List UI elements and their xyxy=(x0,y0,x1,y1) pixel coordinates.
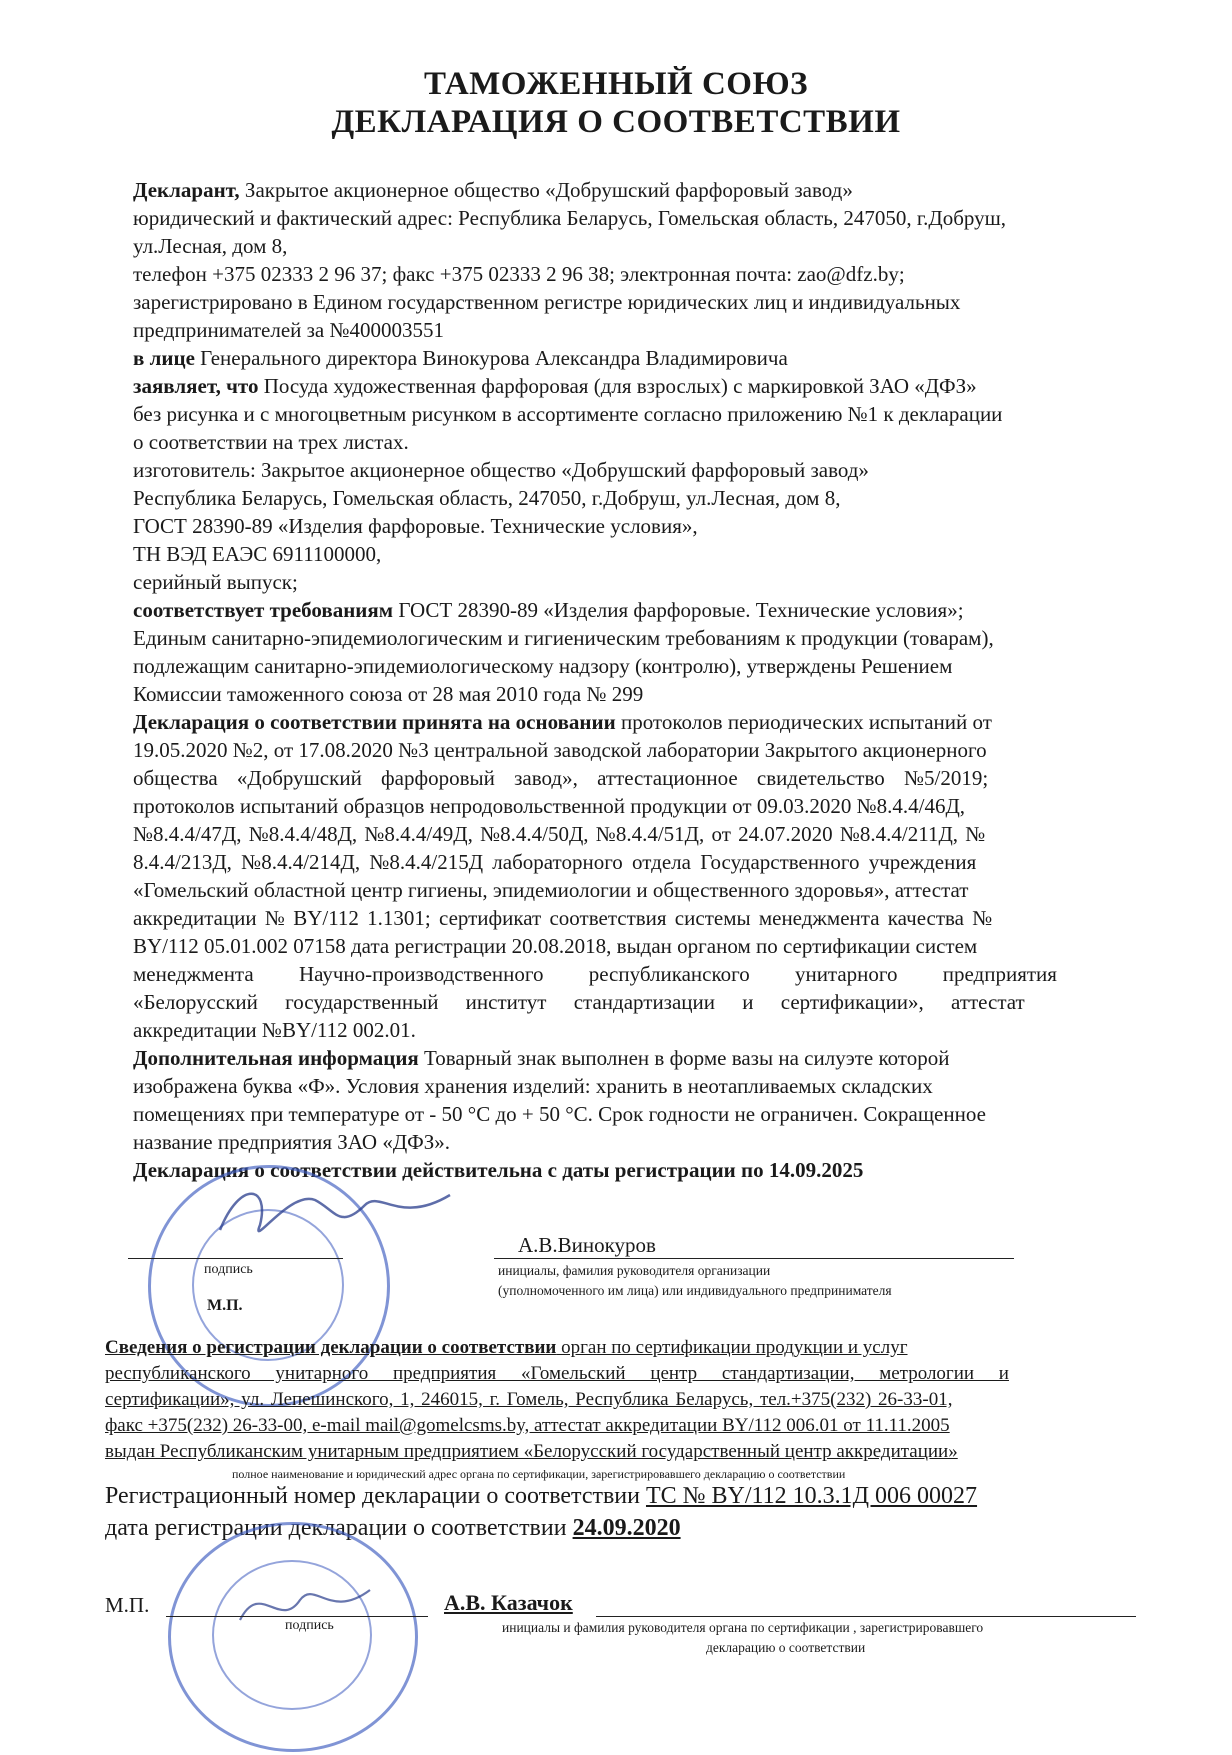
conformity-text-1: ГОСТ 28390-89 «Изделия фарфоровые. Технические условия»; xyxy=(393,598,964,622)
signature-line-1 xyxy=(128,1258,343,1259)
declarant-registration-2: предпринимателей за №400003551 xyxy=(133,318,445,342)
certification-head-name: А.В. Казачок xyxy=(444,1590,573,1615)
basis-line-6: 8.4.4/213Д, №8.4.4/214Д, №8.4.4/215Д лабораторного отдела Государственного учреждения xyxy=(133,850,977,874)
basis-line-2: 19.05.2020 №2, от 17.08.2020 №3 центральной заводской лаборатории Закрытого акционерного xyxy=(133,738,987,762)
declarant-label: Декларант, xyxy=(133,178,240,202)
statement-label: заявляет, что xyxy=(133,374,259,398)
basis-line-9: BY/112 05.01.002 07158 дата регистрации 20.08.2018, выдан органом по сертификации систем xyxy=(133,934,978,958)
basis-label: Декларация о соответствии принята на основании xyxy=(133,710,616,734)
document-title-line1: ТАМОЖЕННЫЙ СОЮЗ xyxy=(423,66,809,102)
manufacturer-line-1: изготовитель: Закрытое акционерное общество «Добрушский фарфоровый завод» xyxy=(133,458,869,482)
person-label: в лице xyxy=(133,346,195,370)
signature-label-1: подпись xyxy=(204,1262,253,1277)
declarant-name: Закрытое акционерное общество «Добрушский фарфоровый завод» xyxy=(239,178,853,202)
manufacturer-line-2: Республика Беларусь, Гомельская область, 247050, г.Добруш, ул.Лесная, дом 8, xyxy=(133,486,841,510)
statement-line-3: о соответствии на трех листах. xyxy=(133,430,409,454)
name-line-1 xyxy=(494,1258,1014,1259)
conformity-label: соответствует требованиям xyxy=(133,598,394,622)
basis-line-4: протоколов испытаний образцов непродовольственной продукции от 09.03.2020 №8.4.4/46Д, xyxy=(133,794,966,818)
seal-place-2: М.П. xyxy=(105,1593,150,1617)
registration-text-1: орган по сертификации продукции и услуг xyxy=(556,1337,908,1358)
conformity-line-3: подлежащим санитарно-эпидемиологическому надзору (контролю), утверждены Решением xyxy=(133,654,953,678)
registration-line-5: выдан Республиканским унитарным предприятием «Белорусский государственный центр аккредитации» xyxy=(105,1441,958,1462)
registration-date-line xyxy=(105,1515,681,1542)
declarant-line xyxy=(133,177,853,203)
registration-number-label: Регистрационный номер декларации о соответствии xyxy=(105,1483,646,1509)
document-title-line2: ДЕКЛАРАЦИЯ О СООТВЕТСТВИИ xyxy=(331,104,901,140)
additional-line-4: название предприятия ЗАО «ДФЗ». xyxy=(133,1130,451,1154)
basis-text-1: протоколов периодических испытаний от xyxy=(615,710,992,734)
additional-text-1: Товарный знак выполнен в форме вазы на силуэте которой xyxy=(418,1046,950,1070)
registration-date: 24.09.2020 xyxy=(572,1515,681,1541)
name-line-2 xyxy=(596,1616,1136,1617)
signature-line-2 xyxy=(166,1616,428,1617)
head-caption-1: инициалы и фамилия руководителя органа по сертификации , зарегистрировавшего xyxy=(502,1620,984,1635)
declarant-address-1: юридический и фактический адрес: Республика Беларусь, Гомельская область, 247050, г.Добруш, xyxy=(133,206,1007,230)
gost-line: ГОСТ 28390-89 «Изделия фарфоровые. Технические условия», xyxy=(133,514,698,538)
conformity-line-1 xyxy=(133,597,964,623)
signature-label-2: подпись xyxy=(285,1618,334,1633)
head-caption-2: декларацию о соответствии xyxy=(706,1640,866,1655)
registration-line-4: факс +375(232) 26-33-00, e-mail mail@gomelcsms.by, аттестат аккредитации BY/112 006.01 от 11.11.2005 xyxy=(105,1415,950,1436)
registration-number: ТС № BY/112 10.3.1Д 006 00027 xyxy=(645,1483,978,1509)
registration-number-line xyxy=(105,1483,977,1510)
basis-line-5: №8.4.4/47Д, №8.4.4/48Д, №8.4.4/49Д, №8.4.4/50Д, №8.4.4/51Д, от 24.07.2020 №8.4.4/211Д, № xyxy=(133,822,986,846)
additional-label: Дополнительная информация xyxy=(133,1046,419,1070)
registration-line-2: республиканского унитарного предприятия «Гомельский центр стандартизации, метрологии и xyxy=(105,1363,1009,1384)
seal-place-1: М.П. xyxy=(207,1297,243,1314)
additional-line-3: помещениях при температуре от - 50 °С до + 50 °С. Срок годности не ограничен. Сокращенное xyxy=(133,1102,986,1126)
declarant-person xyxy=(133,345,788,371)
statement-text-1: Посуда художественная фарфоровая (для взрослых) с маркировкой ЗАО «ДФЗ» xyxy=(258,374,977,398)
additional-line-2: изображена буква «Ф». Условия хранения изделий: хранить в неотапливаемых складских xyxy=(133,1074,933,1098)
statement-line-1 xyxy=(133,373,977,399)
basis-line-12: аккредитации №BY/112 002.01. xyxy=(133,1018,416,1042)
additional-line-1 xyxy=(133,1045,949,1071)
serial-line: серийный выпуск; xyxy=(133,570,298,594)
registration-note: полное наименование и юридический адрес органа по сертификации, зарегистрировавшего декларацию о соответствии xyxy=(232,1467,846,1481)
basis-line-11: «Белорусский государственный институт стандартизации и сертификации», аттестат xyxy=(133,990,1025,1014)
signatory-caption-1: инициалы, фамилия руководителя организации xyxy=(498,1263,771,1278)
signatory-caption-2: (уполномоченного им лица) или индивидуального предпринимателя xyxy=(498,1283,892,1298)
person-name: Генерального директора Винокурова Александра Владимировича xyxy=(194,346,788,370)
basis-line-8: аккредитации № BY/112 1.1301; сертификат соответствия системы менеджмента качества № xyxy=(133,906,993,930)
declarant-address-2: ул.Лесная, дом 8, xyxy=(133,234,288,258)
basis-line-7: «Гомельский областной центр гигиены, эпидемиологии и общественного здоровья», аттестат xyxy=(133,878,969,902)
basis-line-10: менеджмента Научно-производственного республиканского унитарного предприятия xyxy=(133,962,1057,986)
basis-line-1 xyxy=(133,709,992,735)
signature-scribble-1 xyxy=(150,1170,470,1260)
declarant-registration-1: зарегистрировано в Едином государственном регистре юридических лиц и индивидуальных xyxy=(133,290,961,314)
registration-label: Сведения о регистрации декларации о соответствии xyxy=(105,1337,557,1358)
conformity-line-4: Комиссии таможенного союза от 28 мая 2010 года № 299 xyxy=(133,682,644,706)
registration-line-3: сертификации», ул. Лепешинского, 1, 246015, г. Гомель, Республика Беларусь, тел.+375(232) 26-33-01, xyxy=(105,1389,953,1410)
registration-date-label: дата регистрации декларации о соответствии xyxy=(105,1515,573,1541)
statement-line-2: без рисунка и с многоцветным рисунком в ассортименте согласно приложению №1 к декларации xyxy=(133,402,1003,426)
validity-line: Декларация о соответствии действительна с даты регистрации по 14.09.2025 xyxy=(133,1158,864,1182)
registration-line-1 xyxy=(105,1337,908,1359)
tnved-line: ТН ВЭД ЕАЭС 6911100000, xyxy=(133,542,382,566)
conformity-line-2: Единым санитарно-эпидемиологическим и гигиеническим требованиям к продукции (товарам), xyxy=(133,626,994,650)
declarant-contacts: телефон +375 02333 2 96 37; факс +375 02333 2 96 38; электронная почта: zao@dfz.by; xyxy=(133,262,905,286)
declarant-signatory-name: А.В.Винокуров xyxy=(518,1233,656,1257)
basis-line-3: общества «Добрушский фарфоровый завод», аттестационное свидетельство №5/2019; xyxy=(133,766,989,790)
